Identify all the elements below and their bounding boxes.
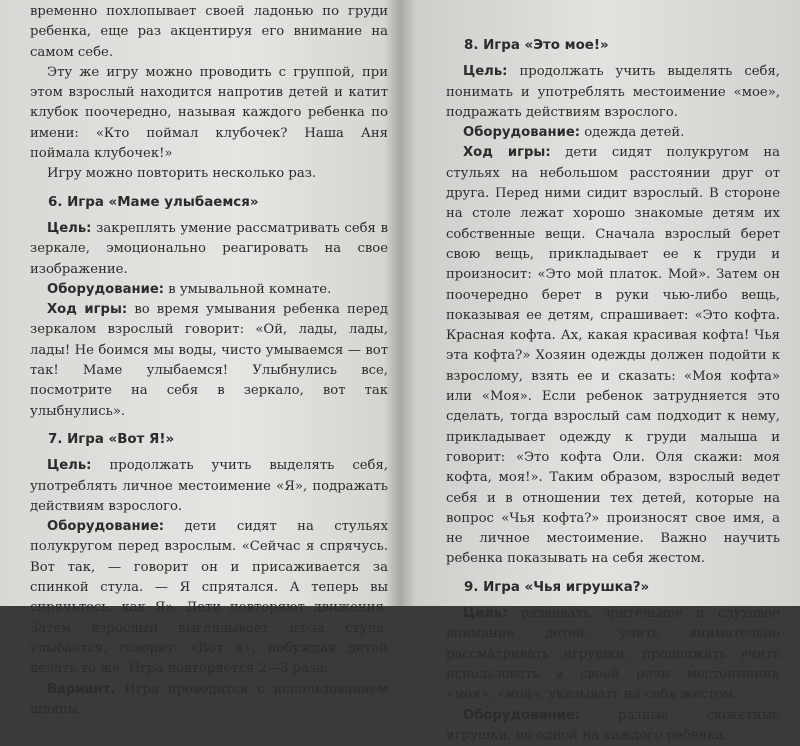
goal-label: Цель: [463, 606, 507, 621]
equipment-text: дети сидят на стульях полукругом перед взрослым. «Сейчас я спрячусь. Вот так, — говорит он и присаживается за спинкой стула. — Я спрятался. А теперь вы спрячьтесь, как Я». Дети повторяют движения. Затем взрослый выглядывает из-за стула, улыбается, говорит: «Вот я», побуждая детей делать то же. Игра повторяется 2—3 раза. [30, 519, 388, 676]
process-label: Ход игры: [47, 302, 127, 317]
process-paragraph [446, 143, 780, 569]
goal-paragraph [446, 604, 780, 705]
goal-paragraph [30, 456, 388, 517]
equipment-paragraph [30, 280, 388, 300]
goal-label: Цель: [463, 64, 507, 79]
goal-label: Цель: [47, 458, 91, 473]
equipment-paragraph [30, 517, 388, 679]
equipment-text: разные сюжетные игрушки, по одной на каждого ребенка. [446, 708, 780, 743]
goal-text: продолжать учить выделять себя, понимать и употреблять местоимение «мое», подражать действиям взрослого. [446, 64, 780, 120]
paragraph: временно похлопывает своей ладонью по груди ребенка, еще раз акцентируя его внимание на самом себе. [30, 2, 388, 63]
right-page [446, 28, 780, 634]
goal-text: развивать зрительное и слуховое внимание детей, учить внимательно рассматривать игрушки, продолжать учить использовать в своей речи местоимения «моя», «мой», указывать на себя жестом. [446, 606, 780, 702]
equipment-label: Оборудование: [463, 125, 580, 140]
process-label: Ход игры: [463, 145, 551, 160]
equipment-label: Оборудование: [463, 708, 580, 723]
section-heading: 7. Игра «Вот Я!» [48, 430, 388, 450]
paragraph: Игру можно повторить несколько раз. [30, 164, 388, 184]
goal-text: продолжать учить выделять себя, употреблять личное местоимение «Я», подражать действиям взрослого. [30, 458, 388, 514]
equipment-paragraph [446, 706, 780, 746]
goal-text: закреплять умение рассматривать себя в зеркале, эмоционально реагировать на свое изображение. [30, 221, 388, 277]
equipment-label: Оборудование: [47, 282, 164, 297]
variant-paragraph [30, 680, 388, 721]
variant-text: Игра проводится с использованием шляпы. [30, 682, 388, 717]
goal-label: Цель: [47, 221, 91, 236]
paragraph: Эту же игру можно проводить с группой, при этом взрослый находится напротив детей и катит клубок поочередно, называя каждого ребенка по имени: «Кто поймал клубочек? Наша Аня поймала клубочек!» [30, 63, 388, 164]
equipment-label: Оборудование: [47, 519, 164, 534]
process-paragraph [30, 300, 388, 422]
goal-paragraph [30, 219, 388, 280]
process-text: во время умывания ребенка перед зеркалом взрослый говорит: «Ой, лады, лады, лады! Не боимся мы воды, чисто умываемся — вот так! Маме улыбаемся! Улыбнулись все, посмотрите на себя в зеркало, вот так улыбнулись». [30, 302, 388, 418]
left-page [30, 2, 388, 608]
variant-label: Вариант. [47, 682, 115, 697]
equipment-paragraph [446, 123, 780, 143]
section-heading: 6. Игра «Маме улыбаемся» [48, 193, 388, 213]
process-text: дети сидят полукругом на стульях на небольшом расстоянии друг от друга. Перед ними сидит взрослый. В стороне на столе лежат хорошо знакомые детям их собственные вещи. Сначала взрослый берет свою вещь, прикладывает ее к груди и произносит: «Это мой платок. Мой». Затем он поочередно берет в руки чью-либо вещь, показывая ее детям, спрашивает: «Это кофта. Красная кофта. Ах, какая красивая кофта! Чья эта кофта?» Хозяин одежды должен подойти к взрослому, взять ее и сказать: «Моя кофта» или «Моя». Если ребенок затрудняется это сделать, тогда взрослый сам подходит к нему, прикладывает одежду к груди малыша и говорит: «Это кофта Оли. Оля скажи: моя кофта, моя!». Таким образом, взрослый ведет себя и в отношении тех детей, которые на вопрос «Чья кофта?» произносят свое имя, а не личное местоимение. Важно научить ребенка показывать на себя жестом. [446, 145, 780, 566]
goal-paragraph [446, 62, 780, 123]
equipment-text: одежда детей. [580, 125, 684, 140]
section-heading: 9. Игра «Чья игрушка?» [464, 578, 780, 598]
equipment-text: в умывальной комнате. [164, 282, 331, 297]
section-heading: 8. Игра «Это мое!» [464, 36, 780, 56]
